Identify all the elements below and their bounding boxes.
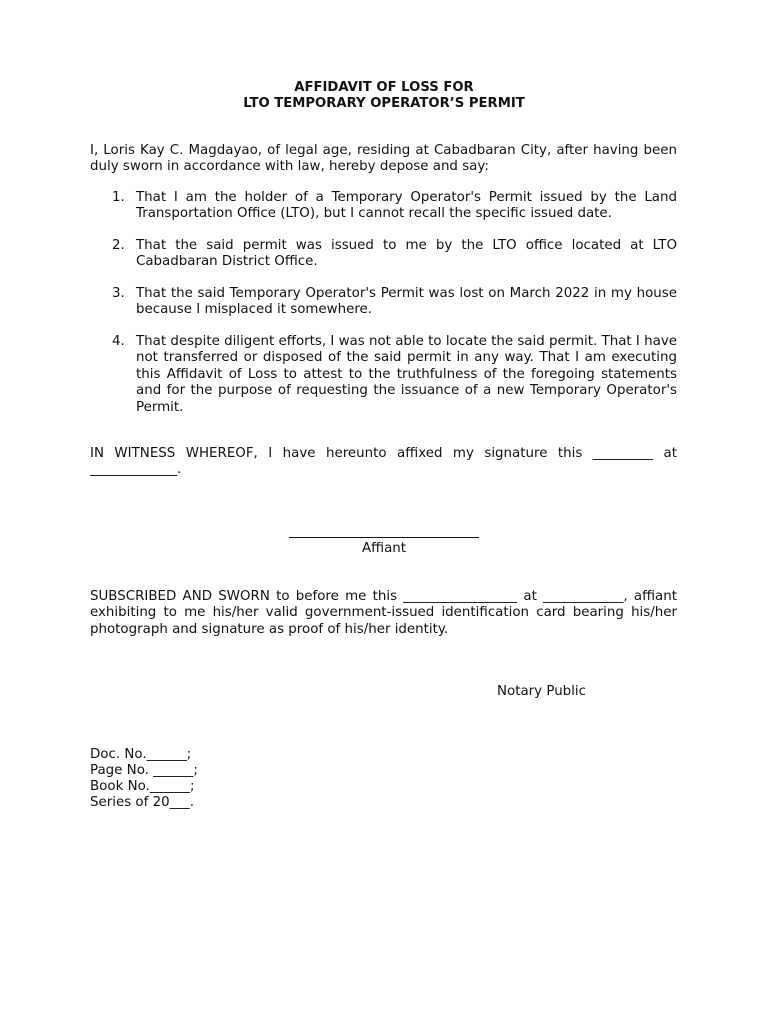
list-item-text: That the said permit was issued to me by the LTO office located at LTO Cabadbaran District Office. [136, 238, 677, 270]
witness-paragraph: IN WITNESS WHEREOF, I have hereunto affixed my signature this _________ at _____________. [90, 446, 677, 478]
doc-number: Doc. No.______; [90, 747, 192, 762]
list-item-text: That the said Temporary Operator's Permit was lost on March 2022 in my house because I misplaced it somewhere. [136, 286, 677, 318]
document-title-line-1: AFFIDAVIT OF LOSS FOR [294, 80, 474, 95]
book-number: Book No.______; [90, 779, 195, 794]
list-item-number: 1. [112, 190, 125, 205]
affiant-signature-line [289, 523, 479, 538]
list-item-number: 3. [112, 286, 125, 301]
list-item-number: 2. [112, 238, 125, 253]
list-item-number: 4. [112, 334, 125, 349]
intro-paragraph: I, Loris Kay C. Magdayao, of legal age, residing at Cabadbaran City, after having been duly sworn in accordance with law, hereby depose and say: [90, 143, 677, 175]
list-item-text: That despite diligent efforts, I was not able to locate the said permit. That I have not transferred or disposed of the said permit in any way. That I am executing this Affidavit of Loss to attest to the truthfulness of the foregoing statements and for the purpose of requesting the issuance of a new Temporary Operator's Permit. [136, 334, 677, 415]
document-title-line-2: LTO TEMPORARY OPERATOR’S PERMIT [243, 96, 525, 111]
list-item-text: That I am the holder of a Temporary Operator's Permit issued by the Land Transportation Office (LTO), but I cannot recall the specific issued date. [136, 190, 677, 222]
notary-public-label: Notary Public [497, 684, 586, 699]
page-number: Page No. ______; [90, 763, 198, 778]
notarial-register-info [90, 747, 198, 811]
sworn-paragraph: SUBSCRIBED AND SWORN to before me this _________________ at ____________, affiant exhibiting to me his/her valid government-issued identification card bearing his/her photograph and signature as proof of his/her identity. [90, 589, 677, 637]
series-year: Series of 20___. [90, 795, 194, 810]
affiant-label: Affiant [361, 541, 407, 556]
